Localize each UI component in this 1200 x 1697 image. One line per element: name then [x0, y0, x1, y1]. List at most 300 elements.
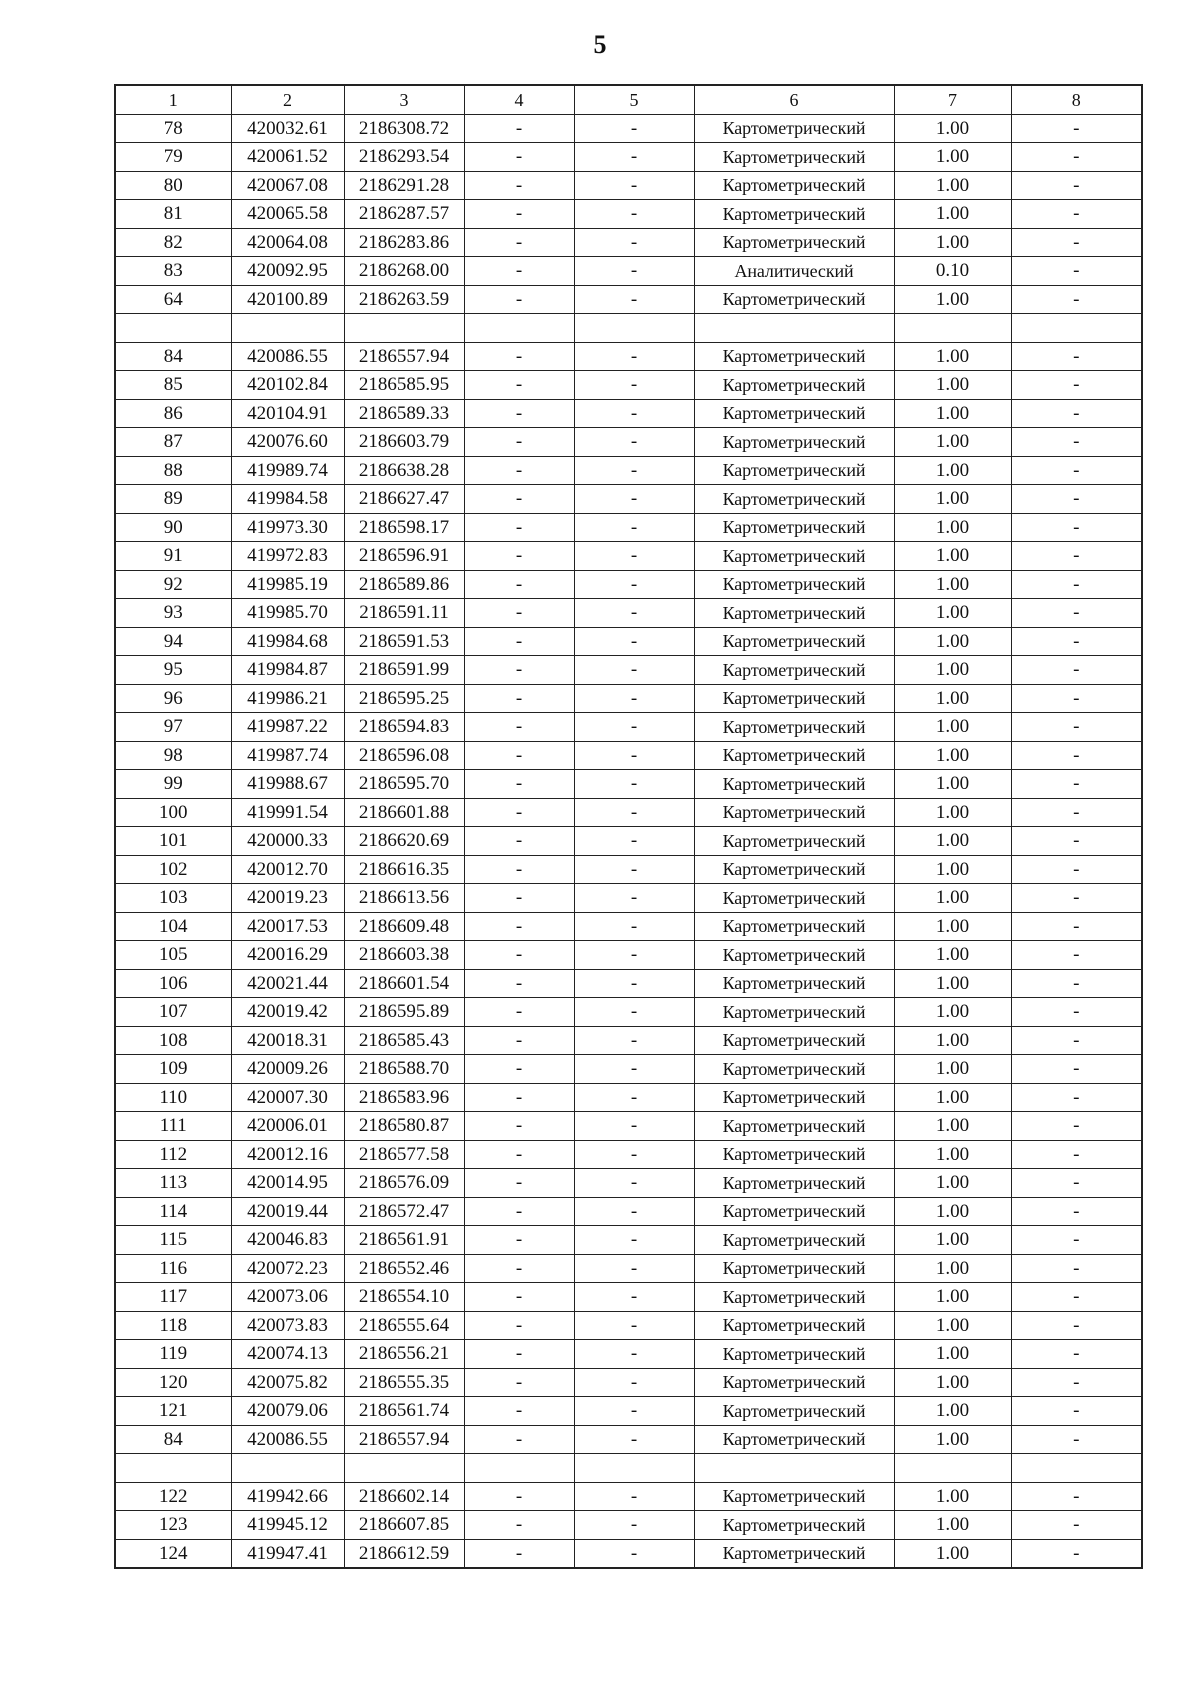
accuracy-cell: 1.00	[894, 998, 1011, 1027]
x-coordinate-cell: 420012.70	[231, 855, 344, 884]
method-cell: Картометрический	[694, 1140, 894, 1169]
accuracy-cell: 1.00	[894, 969, 1011, 998]
point-number-cell: 80	[115, 171, 231, 200]
table-row	[115, 542, 1142, 571]
x-coordinate-cell: 420019.44	[231, 1197, 344, 1226]
y-coordinate-cell: 2186588.70	[344, 1055, 464, 1084]
col4-cell: -	[464, 1254, 574, 1283]
y-coordinate-cell: 2186620.69	[344, 827, 464, 856]
x-coordinate-cell: 420012.16	[231, 1140, 344, 1169]
y-coordinate-cell: 2186561.74	[344, 1397, 464, 1426]
method-cell: Картометрический	[694, 200, 894, 229]
y-coordinate-cell: 2186263.59	[344, 285, 464, 314]
accuracy-cell: 1.00	[894, 1283, 1011, 1312]
accuracy-cell: 1.00	[894, 1112, 1011, 1141]
y-coordinate-cell	[344, 1454, 464, 1483]
point-number-cell: 111	[115, 1112, 231, 1141]
x-coordinate-cell: 420067.08	[231, 171, 344, 200]
col8-cell: -	[1011, 1340, 1142, 1369]
method-cell: Картометрический	[694, 827, 894, 856]
point-number-cell: 112	[115, 1140, 231, 1169]
accuracy-cell: 1.00	[894, 428, 1011, 457]
point-number-cell: 64	[115, 285, 231, 314]
y-coordinate-cell: 2186572.47	[344, 1197, 464, 1226]
y-coordinate-cell: 2186585.43	[344, 1026, 464, 1055]
point-number-cell: 122	[115, 1482, 231, 1511]
method-cell: Картометрический	[694, 1083, 894, 1112]
method-cell: Картометрический	[694, 1169, 894, 1198]
col5-cell: -	[574, 513, 694, 542]
col4-cell: -	[464, 1197, 574, 1226]
col4-cell: -	[464, 371, 574, 400]
column-header: 6	[694, 85, 894, 114]
col4-cell: -	[464, 1397, 574, 1426]
y-coordinate-cell: 2186308.72	[344, 114, 464, 143]
col5-cell: -	[574, 684, 694, 713]
col5-cell: -	[574, 1254, 694, 1283]
y-coordinate-cell: 2186589.33	[344, 399, 464, 428]
method-cell: Картометрический	[694, 713, 894, 742]
column-header: 1	[115, 85, 231, 114]
method-cell: Картометрический	[694, 456, 894, 485]
method-cell: Картометрический	[694, 1254, 894, 1283]
col5-cell: -	[574, 627, 694, 656]
table-row	[115, 656, 1142, 685]
col8-cell: -	[1011, 114, 1142, 143]
col4-cell: -	[464, 855, 574, 884]
x-coordinate-cell	[231, 1454, 344, 1483]
accuracy-cell: 1.00	[894, 570, 1011, 599]
x-coordinate-cell: 420075.82	[231, 1368, 344, 1397]
col5-cell: -	[574, 228, 694, 257]
method-cell: Картометрический	[694, 969, 894, 998]
col4-cell: -	[464, 285, 574, 314]
accuracy-cell: 1.00	[894, 770, 1011, 799]
method-cell: Картометрический	[694, 855, 894, 884]
point-number-cell: 98	[115, 741, 231, 770]
point-number-cell: 106	[115, 969, 231, 998]
x-coordinate-cell: 420086.55	[231, 342, 344, 371]
y-coordinate-cell: 2186609.48	[344, 912, 464, 941]
y-coordinate-cell: 2186283.86	[344, 228, 464, 257]
point-number-cell	[115, 314, 231, 343]
point-number-cell: 121	[115, 1397, 231, 1426]
col8-cell: -	[1011, 513, 1142, 542]
method-cell: Картометрический	[694, 1368, 894, 1397]
accuracy-cell: 1.00	[894, 513, 1011, 542]
col4-cell: -	[464, 428, 574, 457]
col4-cell: -	[464, 1226, 574, 1255]
col4-cell: -	[464, 713, 574, 742]
y-coordinate-cell: 2186554.10	[344, 1283, 464, 1312]
col5-cell: -	[574, 1197, 694, 1226]
col4-cell: -	[464, 656, 574, 685]
y-coordinate-cell: 2186580.87	[344, 1112, 464, 1141]
y-coordinate-cell: 2186616.35	[344, 855, 464, 884]
table-body	[115, 85, 1142, 1568]
col4-cell: -	[464, 485, 574, 514]
accuracy-cell: 1.00	[894, 1511, 1011, 1540]
table-row	[115, 1112, 1142, 1141]
point-number-cell: 117	[115, 1283, 231, 1312]
col4-cell: -	[464, 1140, 574, 1169]
point-number-cell: 90	[115, 513, 231, 542]
table-row	[115, 941, 1142, 970]
table-row	[115, 1511, 1142, 1540]
accuracy-cell: 1.00	[894, 285, 1011, 314]
method-cell: Картометрический	[694, 570, 894, 599]
method-cell: Картометрический	[694, 798, 894, 827]
col8-cell: -	[1011, 1283, 1142, 1312]
column-header: 4	[464, 85, 574, 114]
point-number-cell: 124	[115, 1539, 231, 1568]
col8-cell: -	[1011, 998, 1142, 1027]
y-coordinate-cell: 2186577.58	[344, 1140, 464, 1169]
x-coordinate-cell: 420073.83	[231, 1311, 344, 1340]
table-row	[115, 200, 1142, 229]
col5-cell: -	[574, 1511, 694, 1540]
col8-cell: -	[1011, 171, 1142, 200]
col4-cell	[464, 1454, 574, 1483]
y-coordinate-cell: 2186595.89	[344, 998, 464, 1027]
x-coordinate-cell	[231, 314, 344, 343]
col4-cell: -	[464, 171, 574, 200]
col8-cell: -	[1011, 200, 1142, 229]
x-coordinate-cell: 419985.70	[231, 599, 344, 628]
col4-cell: -	[464, 827, 574, 856]
accuracy-cell: 1.00	[894, 1311, 1011, 1340]
x-coordinate-cell: 420092.95	[231, 257, 344, 286]
y-coordinate-cell: 2186607.85	[344, 1511, 464, 1540]
method-cell: Картометрический	[694, 1425, 894, 1454]
col5-cell: -	[574, 542, 694, 571]
y-coordinate-cell: 2186596.08	[344, 741, 464, 770]
method-cell: Картометрический	[694, 599, 894, 628]
col5-cell: -	[574, 656, 694, 685]
col8-cell: -	[1011, 1254, 1142, 1283]
col8-cell: -	[1011, 1197, 1142, 1226]
accuracy-cell: 1.00	[894, 1368, 1011, 1397]
y-coordinate-cell: 2186596.91	[344, 542, 464, 571]
x-coordinate-cell: 420104.91	[231, 399, 344, 428]
y-coordinate-cell: 2186598.17	[344, 513, 464, 542]
col4-cell: -	[464, 1169, 574, 1198]
y-coordinate-cell: 2186603.38	[344, 941, 464, 970]
point-number-cell: 91	[115, 542, 231, 571]
point-number-cell: 89	[115, 485, 231, 514]
col4-cell: -	[464, 1026, 574, 1055]
table-row	[115, 228, 1142, 257]
method-cell: Картометрический	[694, 1197, 894, 1226]
col8-cell: -	[1011, 456, 1142, 485]
col5-cell: -	[574, 770, 694, 799]
method-cell: Картометрический	[694, 485, 894, 514]
column-header: 8	[1011, 85, 1142, 114]
accuracy-cell: 1.00	[894, 1169, 1011, 1198]
col5-cell: -	[574, 855, 694, 884]
accuracy-cell: 1.00	[894, 1254, 1011, 1283]
point-number-cell: 116	[115, 1254, 231, 1283]
col8-cell: -	[1011, 1026, 1142, 1055]
point-number-cell	[115, 1454, 231, 1483]
y-coordinate-cell: 2186591.99	[344, 656, 464, 685]
y-coordinate-cell: 2186591.53	[344, 627, 464, 656]
y-coordinate-cell: 2186613.56	[344, 884, 464, 913]
accuracy-cell: 1.00	[894, 456, 1011, 485]
point-number-cell: 114	[115, 1197, 231, 1226]
y-coordinate-cell: 2186601.88	[344, 798, 464, 827]
method-cell	[694, 314, 894, 343]
col5-cell: -	[574, 1140, 694, 1169]
point-number-cell: 83	[115, 257, 231, 286]
col5-cell: -	[574, 257, 694, 286]
accuracy-cell: 1.00	[894, 228, 1011, 257]
col5-cell: -	[574, 884, 694, 913]
accuracy-cell: 1.00	[894, 855, 1011, 884]
method-cell: Картометрический	[694, 912, 894, 941]
accuracy-cell: 1.00	[894, 371, 1011, 400]
y-coordinate-cell: 2186595.25	[344, 684, 464, 713]
table-row	[115, 1425, 1142, 1454]
x-coordinate-cell: 420032.61	[231, 114, 344, 143]
x-coordinate-cell: 419985.19	[231, 570, 344, 599]
col8-cell: -	[1011, 342, 1142, 371]
table-row	[115, 399, 1142, 428]
point-number-cell: 94	[115, 627, 231, 656]
x-coordinate-cell: 420100.89	[231, 285, 344, 314]
method-cell: Картометрический	[694, 998, 894, 1027]
point-number-cell: 82	[115, 228, 231, 257]
point-number-cell: 119	[115, 1340, 231, 1369]
col4-cell: -	[464, 998, 574, 1027]
method-cell: Картометрический	[694, 684, 894, 713]
col4-cell: -	[464, 912, 574, 941]
point-number-cell: 113	[115, 1169, 231, 1198]
method-cell: Картометрический	[694, 1311, 894, 1340]
accuracy-cell: 1.00	[894, 912, 1011, 941]
col8-cell: -	[1011, 1140, 1142, 1169]
x-coordinate-cell: 420007.30	[231, 1083, 344, 1112]
method-cell: Картометрический	[694, 143, 894, 172]
point-number-cell: 92	[115, 570, 231, 599]
col4-cell: -	[464, 627, 574, 656]
table-row	[115, 1368, 1142, 1397]
point-number-cell: 109	[115, 1055, 231, 1084]
method-cell: Картометрический	[694, 1482, 894, 1511]
col4-cell: -	[464, 1083, 574, 1112]
column-header: 7	[894, 85, 1011, 114]
table-row	[115, 1197, 1142, 1226]
col8-cell: -	[1011, 1112, 1142, 1141]
method-cell: Картометрический	[694, 656, 894, 685]
accuracy-cell: 1.00	[894, 1397, 1011, 1426]
x-coordinate-cell: 420019.42	[231, 998, 344, 1027]
x-coordinate-cell: 419989.74	[231, 456, 344, 485]
col4-cell	[464, 314, 574, 343]
col5-cell: -	[574, 143, 694, 172]
point-number-cell: 118	[115, 1311, 231, 1340]
col8-cell: -	[1011, 741, 1142, 770]
method-cell: Картометрический	[694, 1397, 894, 1426]
col8-cell: -	[1011, 1311, 1142, 1340]
col5-cell: -	[574, 485, 694, 514]
col5-cell: -	[574, 1169, 694, 1198]
col4-cell: -	[464, 1055, 574, 1084]
accuracy-cell: 1.00	[894, 1140, 1011, 1169]
x-coordinate-cell: 420086.55	[231, 1425, 344, 1454]
col8-cell: -	[1011, 599, 1142, 628]
method-cell: Картометрический	[694, 1539, 894, 1568]
col4-cell: -	[464, 1425, 574, 1454]
x-coordinate-cell: 419987.22	[231, 713, 344, 742]
col5-cell: -	[574, 969, 694, 998]
x-coordinate-cell: 420018.31	[231, 1026, 344, 1055]
col5-cell: -	[574, 114, 694, 143]
y-coordinate-cell: 2186594.83	[344, 713, 464, 742]
accuracy-cell: 1.00	[894, 1197, 1011, 1226]
y-coordinate-cell: 2186601.54	[344, 969, 464, 998]
accuracy-cell: 1.00	[894, 1055, 1011, 1084]
col8-cell: -	[1011, 371, 1142, 400]
y-coordinate-cell: 2186589.86	[344, 570, 464, 599]
x-coordinate-cell: 420006.01	[231, 1112, 344, 1141]
col4-cell: -	[464, 1311, 574, 1340]
col5-cell: -	[574, 1112, 694, 1141]
col5-cell: -	[574, 1482, 694, 1511]
col5-cell: -	[574, 1283, 694, 1312]
col5-cell: -	[574, 456, 694, 485]
accuracy-cell: 1.00	[894, 200, 1011, 229]
x-coordinate-cell: 420019.23	[231, 884, 344, 913]
x-coordinate-cell: 420000.33	[231, 827, 344, 856]
point-number-cell: 99	[115, 770, 231, 799]
accuracy-cell: 1.00	[894, 599, 1011, 628]
point-number-cell: 79	[115, 143, 231, 172]
col4-cell: -	[464, 770, 574, 799]
column-header: 3	[344, 85, 464, 114]
y-coordinate-cell: 2186555.35	[344, 1368, 464, 1397]
coordinates-table	[114, 84, 1143, 1569]
method-cell: Картометрический	[694, 371, 894, 400]
col5-cell: -	[574, 1055, 694, 1084]
col8-cell: -	[1011, 1083, 1142, 1112]
y-coordinate-cell: 2186557.94	[344, 1425, 464, 1454]
col8-cell: -	[1011, 912, 1142, 941]
table-row	[115, 798, 1142, 827]
accuracy-cell: 1.00	[894, 1539, 1011, 1568]
method-cell	[694, 1454, 894, 1483]
col8-cell: -	[1011, 143, 1142, 172]
table-row	[115, 1254, 1142, 1283]
table-row	[115, 171, 1142, 200]
accuracy-cell: 1.00	[894, 171, 1011, 200]
accuracy-cell: 1.00	[894, 684, 1011, 713]
col8-cell: -	[1011, 570, 1142, 599]
method-cell: Картометрический	[694, 171, 894, 200]
col8-cell: -	[1011, 1055, 1142, 1084]
col5-cell: -	[574, 1340, 694, 1369]
table-row	[115, 884, 1142, 913]
method-cell: Аналитический	[694, 257, 894, 286]
point-number-cell: 105	[115, 941, 231, 970]
table-row	[115, 485, 1142, 514]
col5-cell: -	[574, 798, 694, 827]
point-number-cell: 107	[115, 998, 231, 1027]
col8-cell: -	[1011, 1226, 1142, 1255]
accuracy-cell: 1.00	[894, 542, 1011, 571]
method-cell: Картометрический	[694, 399, 894, 428]
col8-cell: -	[1011, 656, 1142, 685]
col5-cell: -	[574, 1539, 694, 1568]
x-coordinate-cell: 419988.67	[231, 770, 344, 799]
x-coordinate-cell: 420046.83	[231, 1226, 344, 1255]
point-number-cell: 78	[115, 114, 231, 143]
table-row	[115, 912, 1142, 941]
col8-cell: -	[1011, 1425, 1142, 1454]
table-row	[115, 1026, 1142, 1055]
y-coordinate-cell: 2186585.95	[344, 371, 464, 400]
accuracy-cell: 1.00	[894, 884, 1011, 913]
point-number-cell: 88	[115, 456, 231, 485]
point-number-cell: 84	[115, 342, 231, 371]
accuracy-cell	[894, 314, 1011, 343]
method-cell: Картометрический	[694, 941, 894, 970]
accuracy-cell: 1.00	[894, 656, 1011, 685]
accuracy-cell: 1.00	[894, 941, 1011, 970]
col4-cell: -	[464, 798, 574, 827]
col4-cell: -	[464, 969, 574, 998]
x-coordinate-cell: 420065.58	[231, 200, 344, 229]
col8-cell: -	[1011, 1539, 1142, 1568]
table-row	[115, 456, 1142, 485]
col8-cell: -	[1011, 684, 1142, 713]
table-row	[115, 285, 1142, 314]
col5-cell: -	[574, 912, 694, 941]
y-coordinate-cell: 2186583.96	[344, 1083, 464, 1112]
table-row	[115, 684, 1142, 713]
col8-cell: -	[1011, 798, 1142, 827]
accuracy-cell: 1.00	[894, 1083, 1011, 1112]
col8-cell: -	[1011, 1169, 1142, 1198]
accuracy-cell: 1.00	[894, 1425, 1011, 1454]
col4-cell: -	[464, 1511, 574, 1540]
method-cell: Картометрический	[694, 513, 894, 542]
x-coordinate-cell: 419945.12	[231, 1511, 344, 1540]
table-row	[115, 1226, 1142, 1255]
col5-cell: -	[574, 998, 694, 1027]
col4-cell: -	[464, 1112, 574, 1141]
table-row	[115, 257, 1142, 286]
y-coordinate-cell: 2186591.11	[344, 599, 464, 628]
point-number-cell: 102	[115, 855, 231, 884]
col5-cell: -	[574, 171, 694, 200]
col5-cell: -	[574, 599, 694, 628]
table-row	[115, 599, 1142, 628]
table-row	[115, 428, 1142, 457]
method-cell: Картометрический	[694, 1340, 894, 1369]
col4-cell: -	[464, 1539, 574, 1568]
coordinates-table-wrapper	[114, 84, 1141, 1569]
y-coordinate-cell: 2186287.57	[344, 200, 464, 229]
col5-cell: -	[574, 371, 694, 400]
col8-cell: -	[1011, 770, 1142, 799]
x-coordinate-cell: 419987.74	[231, 741, 344, 770]
col5-cell: -	[574, 342, 694, 371]
col8-cell: -	[1011, 399, 1142, 428]
point-number-cell: 97	[115, 713, 231, 742]
x-coordinate-cell: 419947.41	[231, 1539, 344, 1568]
y-coordinate-cell: 2186556.21	[344, 1340, 464, 1369]
